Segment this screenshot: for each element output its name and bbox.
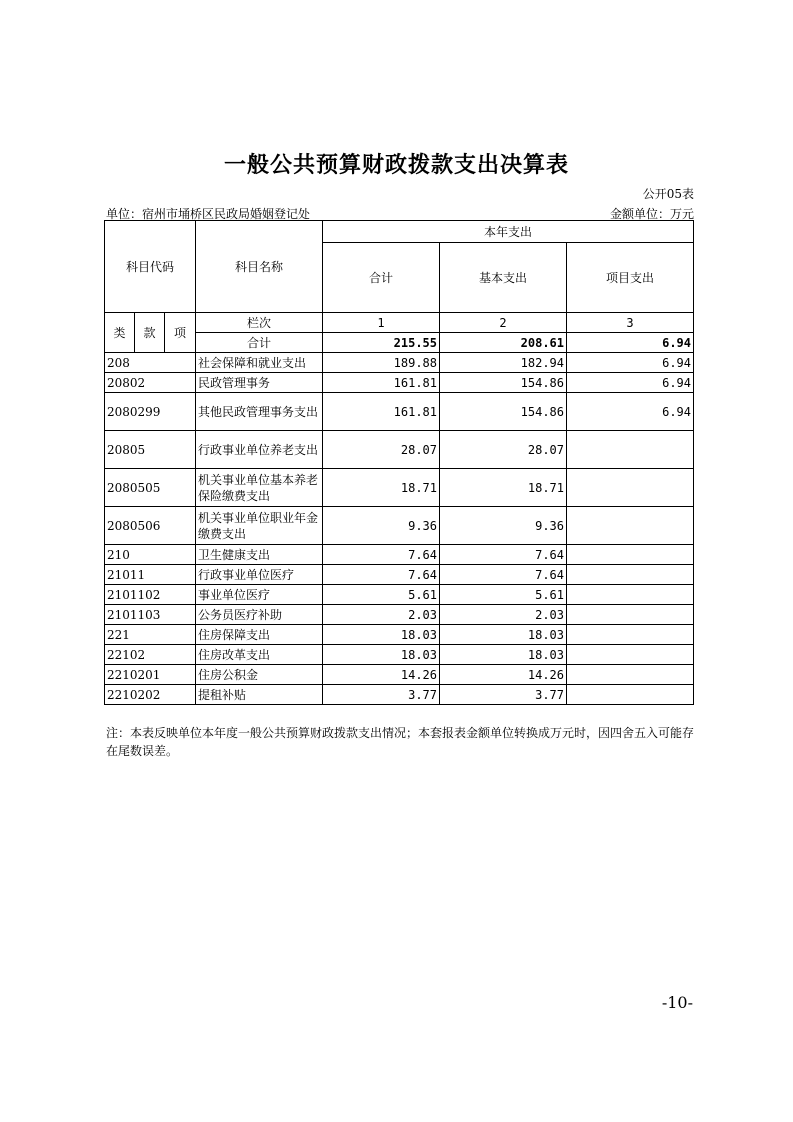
column-number-3: 3 (567, 313, 694, 333)
amount-project (567, 469, 694, 507)
subject-code: 20802 (105, 373, 196, 393)
table-row (105, 685, 694, 705)
table-row (105, 625, 694, 645)
subject-name: 行政事业单位医疗 (196, 565, 323, 585)
subject-code: 2210201 (105, 665, 196, 685)
subject-code: 20805 (105, 431, 196, 469)
amount-total: 161.81 (323, 373, 440, 393)
total-project: 6.94 (567, 333, 694, 353)
amount-project (567, 645, 694, 665)
amount-basic: 14.26 (440, 665, 567, 685)
header-xiang: 项 (165, 313, 196, 353)
header-basic: 基本支出 (440, 243, 567, 313)
amount-total: 3.77 (323, 685, 440, 705)
amount-total: 7.64 (323, 545, 440, 565)
subject-code: 2101102 (105, 585, 196, 605)
table-row (105, 353, 694, 373)
header-subject-code: 科目代码 (105, 221, 196, 313)
amount-total: 14.26 (323, 665, 440, 685)
header-subject-name: 科目名称 (196, 221, 323, 313)
amount-project (567, 685, 694, 705)
header-lei: 类 (105, 313, 135, 353)
page-number: -10- (661, 993, 693, 1012)
subject-code: 221 (105, 625, 196, 645)
subject-name: 住房保障支出 (196, 625, 323, 645)
subject-name: 提租补贴 (196, 685, 323, 705)
amount-total: 18.03 (323, 625, 440, 645)
form-number: 公开05表 (642, 187, 694, 201)
amount-project (567, 545, 694, 565)
table-row (105, 507, 694, 545)
amount-unit: 金额单位：万元 (609, 207, 694, 221)
amount-basic: 7.64 (440, 545, 567, 565)
header-lanci: 栏次 (196, 313, 323, 333)
subject-name: 公务员医疗补助 (196, 605, 323, 625)
amount-project (567, 665, 694, 685)
total-amount: 215.55 (323, 333, 440, 353)
subject-name: 住房改革支出 (196, 645, 323, 665)
amount-project (567, 585, 694, 605)
header-total: 合计 (323, 243, 440, 313)
table-row (105, 565, 694, 585)
amount-project: 6.94 (567, 353, 694, 373)
column-number-1: 1 (323, 313, 440, 333)
subject-name: 机关事业单位基本养老保险缴费支出 (196, 469, 323, 507)
amount-basic: 154.86 (440, 373, 567, 393)
total-basic: 208.61 (440, 333, 567, 353)
subject-code: 22102 (105, 645, 196, 665)
amount-basic: 7.64 (440, 565, 567, 585)
expenditure-table (104, 220, 694, 705)
amount-project: 6.94 (567, 373, 694, 393)
amount-project: 6.94 (567, 393, 694, 431)
table-row (105, 373, 694, 393)
amount-total: 2.03 (323, 605, 440, 625)
total-label: 合计 (196, 333, 323, 353)
amount-project (567, 431, 694, 469)
page-title: 一般公共预算财政拨款支出决算表 (223, 153, 569, 178)
table-row (105, 469, 694, 507)
amount-project (567, 605, 694, 625)
subject-name: 社会保障和就业支出 (196, 353, 323, 373)
amount-total: 18.71 (323, 469, 440, 507)
amount-basic: 18.03 (440, 625, 567, 645)
header-project: 项目支出 (567, 243, 694, 313)
subject-code: 2101103 (105, 605, 196, 625)
subject-name: 机关事业单位职业年金缴费支出 (196, 507, 323, 545)
amount-total: 189.88 (323, 353, 440, 373)
table-row (105, 545, 694, 565)
amount-project (567, 625, 694, 645)
amount-basic: 182.94 (440, 353, 567, 373)
table-row (105, 585, 694, 605)
table-note: 注：本表反映单位本年度一般公共预算财政拨款支出情况；本套报表金额单位转换成万元时，因四舍五入可能存在尾数误差。 (106, 726, 695, 758)
subject-name: 其他民政管理事务支出 (196, 393, 323, 431)
subject-code: 21011 (105, 565, 196, 585)
amount-basic: 9.36 (440, 507, 567, 545)
amount-total: 7.64 (323, 565, 440, 585)
amount-total: 18.03 (323, 645, 440, 665)
header-kuan: 款 (135, 313, 165, 353)
table-row (105, 665, 694, 685)
amount-total: 28.07 (323, 431, 440, 469)
header-current-year: 本年支出 (323, 221, 694, 243)
subject-name: 住房公积金 (196, 665, 323, 685)
amount-total: 9.36 (323, 507, 440, 545)
table-row (105, 431, 694, 469)
amount-project (567, 507, 694, 545)
subject-name: 行政事业单位养老支出 (196, 431, 323, 469)
unit-name: 单位：宿州市埇桥区民政局婚姻登记处 (106, 207, 311, 221)
amount-project (567, 565, 694, 585)
subject-name: 民政管理事务 (196, 373, 323, 393)
amount-basic: 3.77 (440, 685, 567, 705)
amount-basic: 2.03 (440, 605, 567, 625)
amount-basic: 18.71 (440, 469, 567, 507)
amount-basic: 18.03 (440, 645, 567, 665)
table-row (105, 645, 694, 665)
column-number-2: 2 (440, 313, 567, 333)
table-row (105, 605, 694, 625)
amount-basic: 154.86 (440, 393, 567, 431)
subject-code: 2210202 (105, 685, 196, 705)
subject-name: 事业单位医疗 (196, 585, 323, 605)
subject-code: 208 (105, 353, 196, 373)
amount-total: 5.61 (323, 585, 440, 605)
subject-code: 210 (105, 545, 196, 565)
subject-code: 2080505 (105, 469, 196, 507)
subject-code: 2080299 (105, 393, 196, 431)
subject-name: 卫生健康支出 (196, 545, 323, 565)
table-row (105, 393, 694, 431)
amount-basic: 5.61 (440, 585, 567, 605)
amount-total: 161.81 (323, 393, 440, 431)
amount-basic: 28.07 (440, 431, 567, 469)
subject-code: 2080506 (105, 507, 196, 545)
